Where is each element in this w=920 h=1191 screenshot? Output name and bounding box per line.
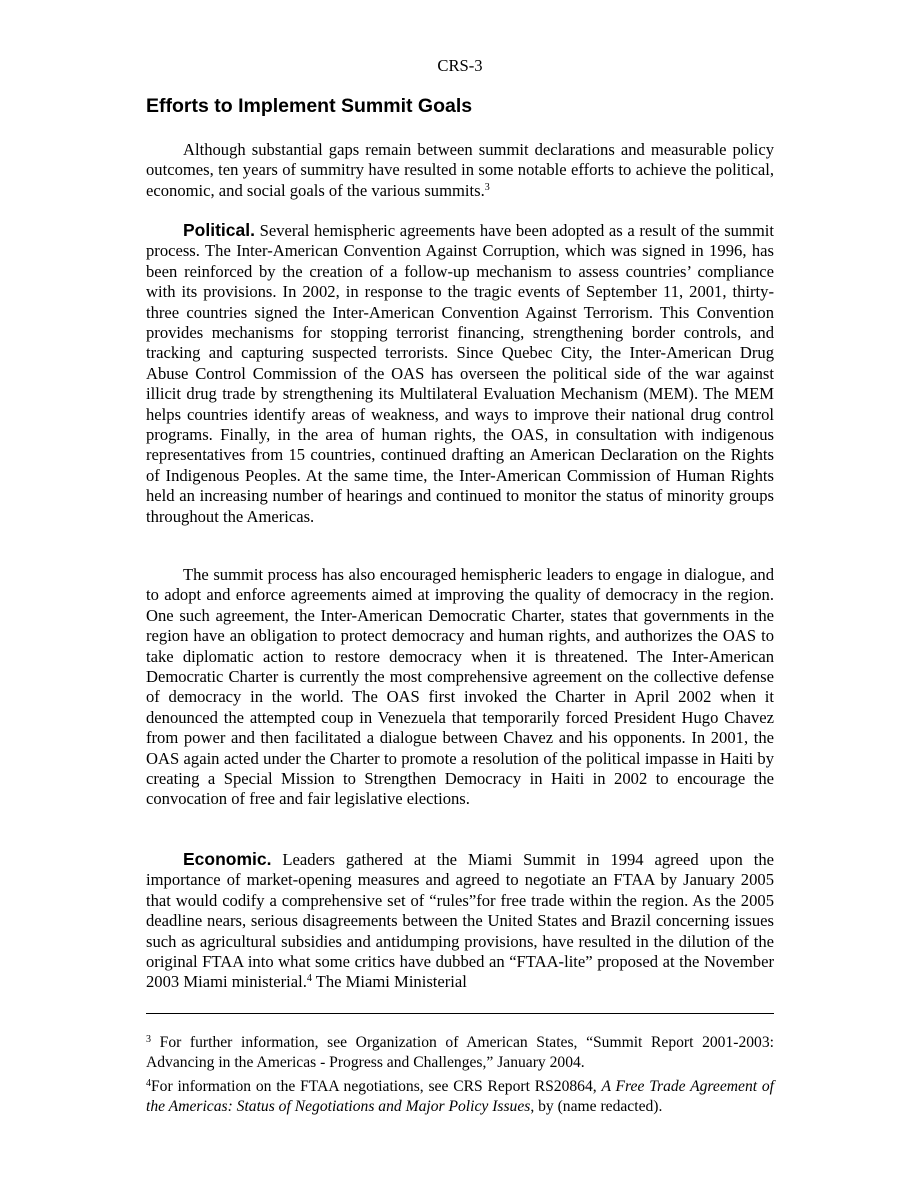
footnote-3-number: 3 [146, 1034, 151, 1045]
document-page [146, 0, 774, 1191]
economic-run-in-heading: Economic. [183, 849, 272, 869]
economic-paragraph [146, 849, 774, 993]
footnote-3 [146, 1033, 774, 1072]
democracy-text: The summit process has also encouraged hemispheric leaders to engage in dialogue, and to adopt and enforce agreements aimed at improving the quality of democracy in the region. One such agreement, the Inter-American Democratic Charter, states that governments in the region have an obligation to protect democracy and human rights, and authorizes the OAS to take diplomatic action to restore democracy when it is threatened. The Inter-American Democratic Charter is currently the most comprehensive agreement on the collective defense of democracy in the world. The OAS first invoked the Charter in April 2002 when it denounced the attempted coup in Venezuela that temporarily forced President Hugo Chavez from power and then facilitated a dialogue between Chavez and his opponents. In 2001, the OAS again acted under the Charter to promote a resolution of the political impasse in Haiti by creating a Special Mission to Strengthen Democracy in Haiti in 2002 to encourage the convocation of free and fair legislative elections. [146, 565, 774, 809]
footnote-4-text-end: , by (name redacted). [530, 1097, 663, 1115]
political-run-in-heading: Political. [183, 220, 255, 240]
page-number: CRS-3 [437, 56, 483, 75]
footnote-4-number: 4 [146, 1078, 151, 1089]
economic-text-continued: The Miami Ministerial [315, 972, 467, 992]
democracy-paragraph [146, 565, 774, 810]
footnote-4-report-title: A Free Trade Agreement of the Americas: Status of Negotiations and Major Policy Issues [146, 1078, 775, 1115]
intro-paragraph [146, 140, 774, 201]
footnote-3-text: For further information, see Organization of American States, “Summit Report 2001-2003: Advancing in the Americas - Progress and Challenges,” January 2004. [146, 1034, 774, 1071]
footnote-4-text: For information on the FTAA negotiations, see CRS Report RS20864, [151, 1078, 597, 1095]
footnote-divider [146, 1013, 774, 1014]
footnote-4 [146, 1077, 774, 1116]
section-heading: Efforts to Implement Summit Goals [146, 95, 473, 117]
footnote-ref-3[interactable]: 3 [484, 181, 490, 193]
political-paragraph [146, 220, 774, 527]
political-text: Several hemispheric agreements have been adopted as a result of the summit process. The Inter-American Convention Against Corruption, which was signed in 1996, has been reinforced by the creation of a follow-up mechanism to assess countries’ compliance with its provisions. In 2002, in response to the tragic events of September 11, 2001, thirty-three countries signed the Inter-American Convention Against Terrorism. This Convention provides mechanisms for stopping terrorist financing, strengthening border controls, and tracking and capturing suspected terrorists. Since Quebec City, the Inter-American Drug Abuse Control Commission of the OAS has overseen the political side of the war against illicit drug trade by strengthening its Multilateral Evaluation Mechanism (MEM). The MEM helps countries identify areas of weakness, and ways to improve their national drug control programs. Finally, in the area of human rights, the OAS, in consultation with indigenous representatives from 15 countries, continued drafting an American Declaration on the Rights of Indigenous Peoples. At the same time, the Inter-American Commission of Human Rights held an increasing number of hearings and continued to monitor the status of minority groups throughout the Americas. [146, 221, 774, 526]
footnote-ref-4[interactable]: 4 [306, 973, 312, 985]
intro-text: Although substantial gaps remain between summit declarations and measurable policy outcomes, ten years of summitry have resulted in some notable efforts to achieve the political, economic, and social goals of the various summits. [146, 140, 774, 200]
economic-text: Leaders gathered at the Miami Summit in 1994 agreed upon the importance of market-opening measures and agreed to negotiate an FTAA by January 2005 that would codify a comprehensive set of “rules”for free trade within the region. As the 2005 deadline nears, serious disagreements between the United States and Brazil concerning issues such as agricultural subsidies and antidumping provisions, have resulted in the dilution of the original FTAA into what some critics have dubbed an “FTAA-lite” proposed at the November 2003 Miami ministerial. [146, 850, 774, 992]
